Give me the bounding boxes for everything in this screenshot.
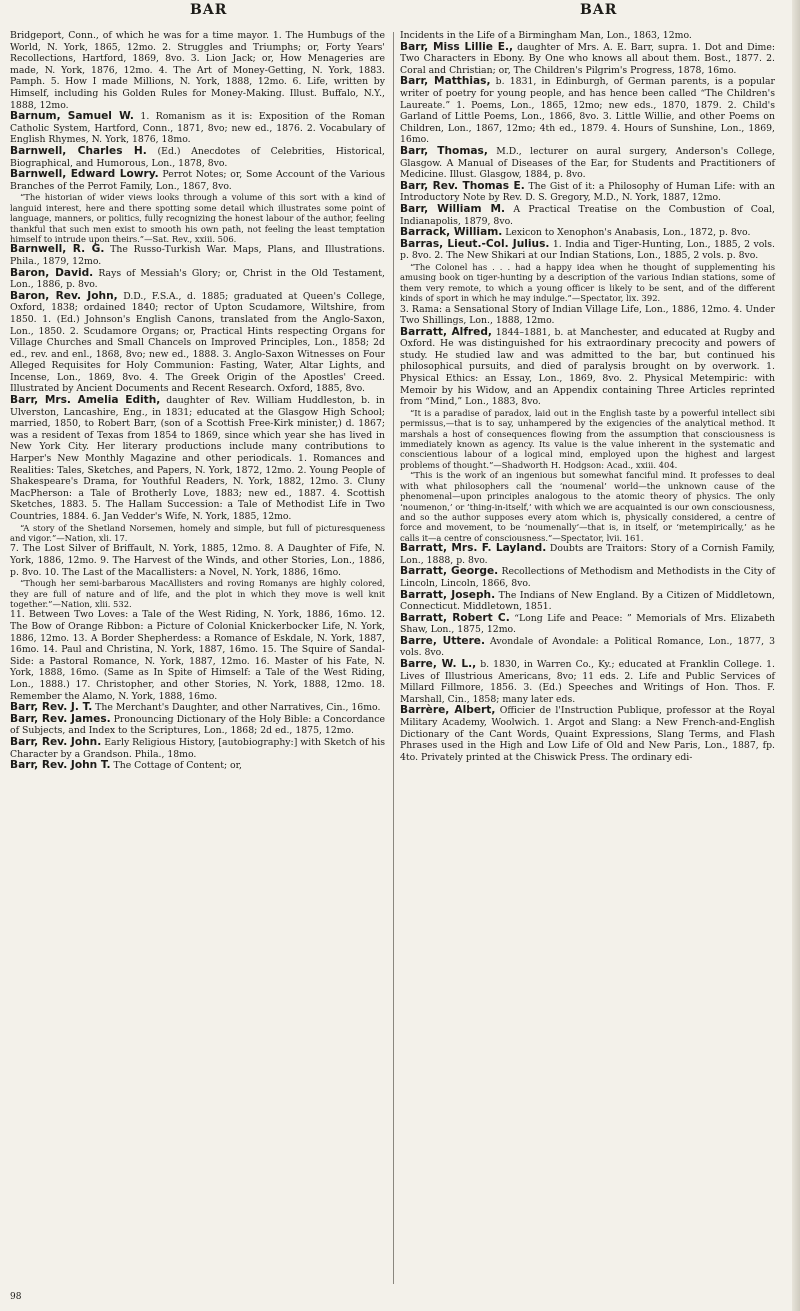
bibliography-entry xyxy=(400,705,775,763)
bibliography-entry xyxy=(10,714,385,737)
running-head-left: BAR xyxy=(190,2,228,18)
bibliography-entry xyxy=(400,566,775,589)
entry-text: Doubts are Traitors: Story of a Cornish Family, Lon., 1888, p. 8vo. xyxy=(400,543,775,566)
entry-text: Officier de l'Instruction Publique, professor at the Royal Military Academy, Woolwich. 1. Argot and Slang: a New French-and-English Dictionary of the Cant Words, Quaint Expressions, Slang Terms, and Flash Phrases used in the High and Low Life of Old and New Paris, Lon., 1887, fp. 4to. Privately printed at the Chiswick Press. The ordinary edi- xyxy=(400,705,776,763)
entry-headword: Barr, Rev. John. xyxy=(10,735,102,748)
entry-text: 1. Romanism as it is: Exposition of the Roman Catholic System, Hartford, Conn., 1871, 8vo; new ed., 1876. 2. Vocabulary of English Rhymes, N. York, 1876, 18mo. xyxy=(10,111,385,146)
entry-text: A Practical Treatise on the Combustion of Coal, Indianapolis, 1879, 8vo. xyxy=(400,203,775,227)
quotation: “This is the work of an ingenious but somewhat fanciful mind. It professes to deal with what philosophers call the ‘noumenal’ world—the unknown cause of the phenomenal—upon principles analogous to the atomic theory of physics. The only ‘noumenon,’ or ‘thing-in-itself,’ with which we are acquainted is our own consciousness, and so the author supposes every atom which is, physically considered, a centre of force and movement, to be ‘noumenally’—that is, in itself, or ‘metempirically,’ as he calls it—a centre of consciousness.”—Spectator, lvii. 161. xyxy=(400,470,775,543)
entry-headword: Barnwell, Edward Lowry. xyxy=(10,168,159,181)
entry-text: Perrot Notes; or, Some Account of the Various Branches of the Perrot Family, Lon., 1867, 8vo. xyxy=(10,169,385,192)
right-column xyxy=(400,30,775,763)
bibliography-entry xyxy=(400,42,775,77)
entry-text: Avondale of Avondale: a Political Romance, Lon., 1877, 3 vols. 8vo. xyxy=(400,635,776,659)
bibliography-entry xyxy=(400,590,775,613)
bibliography-entry xyxy=(10,737,385,760)
entry-headword: Barratt, George. xyxy=(400,565,499,578)
entry-text: The Cottage of Content; or, xyxy=(110,760,243,772)
entry-headword: Barratt, Alfred, xyxy=(400,325,492,338)
entry-headword: Barr, Mrs. Amelia Edith, xyxy=(10,394,161,407)
entry-text: Early Religious History, [autobiography:] with Sketch of his Character by a Grandson. Phila., 18mo. xyxy=(10,736,385,760)
entry-headword: Barr, Rev. Thomas E. xyxy=(400,179,525,192)
entry-text: 1844–1881, b. at Manchester, and educated at Rugby and Oxford. He was distinguished for his extraordinary precocity and powers of study. He studied law and was admitted to the bar, but continued his philosophical pursuits, and died of paralysis brought on by overwork. 1. Physical Ethics: an Essay, Lon., 1869, 8vo. 2. Physical Metempiric: with Memoir by his Widow, and an Appendix containing Three Articles reprinted from “Mind,” Lon., 1883, 8vo. xyxy=(400,326,775,408)
bibliography-entry xyxy=(400,543,775,566)
bibliography-entry xyxy=(10,268,385,291)
entry-text: daughter of Rev. William Huddleston, b. in Ulverston, Lancashire, Eng., in 1831; educated at the Glasgow High School; married, 1850, to Robert Barr, (son of a Scottish Free-Kirk minister,) d. 1867; was a resident of Texas from 1854 to 1869, since which year she has lived in New York City. Her literary productions include many contributions to Harper's New Monthly Magazine and other periodicals. 1. Romances and Realities: Tales, Sketches, and Papers, N. York, 1872, 12mo. 2. Young People of Shakespeare's Drama, for Youthful Readers, N. York, 1882, 12mo. 3. Cluny MacPherson: a Tale of Brotherly Love, 1883; new ed., 1887. 4. Scottish Sketches, 1883. 5. The Hallam Succession: a Tale of Methodist Life in Two Countries, 1884. 6. Jan Vedder's Wife, N. York, 1885, 12mo. xyxy=(10,395,385,522)
bibliography-entry xyxy=(400,146,775,181)
entry-headword: Barr, William M. xyxy=(400,202,506,215)
entry-headword: Baron, David. xyxy=(10,266,94,279)
bibliography-entry xyxy=(10,169,385,192)
left-column xyxy=(10,30,385,772)
entry-text: The Indians of New England. By a Citizen of Middletown, Connecticut. Middletown, 1851. xyxy=(400,589,775,613)
entry-headword: Barratt, Robert C. xyxy=(400,611,510,624)
bibliography-entry xyxy=(400,613,775,636)
page-number: 98 xyxy=(10,1292,22,1302)
entry-headword: Barr, Miss Lillie E., xyxy=(400,40,514,53)
entry-headword: Barre, Uttere. xyxy=(400,634,486,647)
bibliography-entry xyxy=(400,636,775,659)
entry-text: 3. Rama: a Sensational Story of Indian Village Life, Lon., 1886, 12mo. 4. Under Two Shillings, Lon., 1888, 12mo. xyxy=(400,303,775,327)
bibliography-entry xyxy=(10,760,385,772)
entry-headword: Barr, Rev. J. T. xyxy=(10,701,93,714)
entry-headword: Barrack, William. xyxy=(400,226,503,239)
entry-headword: Barras, Lieut.-Col. Julius. xyxy=(400,237,550,250)
bibliography-entry xyxy=(400,239,775,262)
entry-text: “Long Life and Peace: ” Memorials of Mrs. Elizabeth Shaw, Lon., 1875, 12mo. xyxy=(400,612,775,636)
entry-text: The Gist of it: a Philosophy of Human Life: with an Introductory Note by Rev. D. S. Gregory, M.D., N. York, 1887, 12mo. xyxy=(400,180,775,204)
entry-headword: Barr, Rev. John T. xyxy=(10,759,111,772)
page-edge xyxy=(792,0,800,1311)
entry-text: b. 1830, in Warren Co., Ky.; educated at Franklin College. 1. Lives of Illustrious Americans, 8vo; 11 eds. 2. Life and Public Services of Millard Fillmore, 1856. 3. (Ed.) Speeches and Writings of Hon. Thos. F. Marshall, Cin., 1858; many later eds. xyxy=(400,659,775,705)
entry-text: The Merchant's Daughter, and other Narratives, Cin., 16mo. xyxy=(92,702,381,714)
entry-headword: Barrère, Albert, xyxy=(400,704,496,717)
entry-text: 11. Between Two Loves: a Tale of the West Riding, N. York, 1886, 16mo. 12. The Bow of Orange Ribbon: a Picture of Colonial Knickerbocker Life, N. York, 1886, 12mo. 13. A Border Shepherdess: a Romance of Eskdale, N. York, 1887, 16mo. 14. Paul and Christina, N. York, 1887, 16mo. 15. The Squire of Sandal-Side: a Pastoral Romance, N. York, 1887, 12mo. 16. Master of his Fate, N. York, 1888, 16mo. (Same as In Spite of Himself: a Tale of the West Riding, Lon., 1888.) 17. Christopher, and other Stories, N. York, 1888, 12mo. 18. Remember the Alamo, N. York, 1888, 16mo. xyxy=(10,609,385,702)
bibliography-entry xyxy=(10,543,385,578)
entry-headword: Barre, W. L., xyxy=(400,658,477,671)
entry-text: Pronouncing Dictionary of the Holy Bible: a Concordance of Subjects, and Index to the Scriptures, Lon., 1868; 2d ed., 1875, 12mo. xyxy=(10,713,385,737)
entry-headword: Barr, Thomas, xyxy=(400,144,488,157)
entry-headword: Barnwell, Charles H. xyxy=(10,144,147,157)
bibliography-entry xyxy=(10,244,385,267)
entry-headword: Barnum, Samuel W. xyxy=(10,110,134,123)
bibliography-entry xyxy=(10,609,385,702)
entry-text: daughter of Mrs. A. E. Barr, supra. 1. Dot and Dime: Two Characters in Ebony. By One who knows all about them. Bost., 1877. 2. Coral and Christian; or, The Children's Pilgrim's Progress, 1878, 16mo. xyxy=(400,41,775,76)
bibliography-entry xyxy=(10,395,385,523)
entry-text: 7. The Lost Silver of Briffault, N. York, 1885, 12mo. 8. A Daughter of Fife, N. York, 1886, 12mo. 9. The Harvest of the Winds, and other Stories, Lon., 1886, p. 8vo. 10. The Last of the Macallisters: a Novel, N. York, 1886, 16mo. xyxy=(10,543,385,578)
bibliography-entry xyxy=(10,146,385,169)
entry-text: b. 1831, in Edinburgh, of German parents, is a popular writer of poetry for young people, and has hence been called “The Children's Laureate.” 1. Poems, Lon., 1865, 12mo; new eds., 1870, 1879. 2. Child's Garland of Little Poems, Lon., 1866, 8vo. 3. Little Willie, and other Poems on Children, Lon., 1867, 12mo; 4th ed., 1879. 4. Hours of Sunshine, Lon., 1869, 16mo. xyxy=(400,76,775,146)
entry-text: D.D., F.S.A., d. 1885; graduated at Queen's College, Oxford, 1838; ordained 1840; rector of Upton Scudamore, Wiltshire, from 1850. 1. (Ed.) Johnson's English Canons, translated from the Anglo-Saxon, Lon., 1850. 2. Scudamore Organs; or, Practical Hints respecting Organs for Village Churches and Small Chancels on Improved Principles, Lon., 1858; 2d ed., rev. and enl., 1868, 8vo; new ed., 1888. 3. Anglo-Saxon Witnesses on Four Alleged Requisites for Holy Communion: Fasting, Water, Altar Lights, and Incense, Lon., 1869, 8vo. 4. The Greek Origin of the Apostles' Creed. Illustrated by Ancient Documents and Recent Research. Oxford, 1885, 8vo. xyxy=(10,290,385,395)
bibliography-entry xyxy=(10,30,385,111)
column-divider xyxy=(393,32,394,1284)
quotation: “It is a paradise of paradox, laid out in the English taste by a powerful intellect sibi permissus,—that is to say, unhampered by the exigencies of the analytical method. It marshals a host of consequences flowing from the assumption that consciousness is immediately known as agency. Its value is the value inherent in the systematic and conscientious labour of a logical mind, employed upon the highest and largest problems of thought.”—Shadworth H. Hodgson: Acad., xxiii. 404. xyxy=(400,407,775,470)
entry-text: M.D., lecturer on aural surgery, Anderson's College, Glasgow. A Manual of Diseases of the Ear, for Students and Practitioners of Medicine. Illust. Glasgow, 1884, p. 8vo. xyxy=(400,145,775,181)
running-head-right: BAR xyxy=(580,2,618,18)
entry-text: Bridgeport, Conn., of which he was for a time mayor. 1. The Humbugs of the World, N. York, 1865, 12mo. 2. Struggles and Triumphs; or, Forty Years' Recollections, Hartford, 1869, 8vo. 3. Lion Jack; or, How Menageries are made, N. York, 1876, 12mo. 4. The Art of Money-Getting, N. York, 1883. Pamph. 5. How I made Millions, N. York, 1888, 12mo. 6. Life, written by Himself, including his Golden Rules for Money-Making. Illust. Buffalo, N.Y., 1888, 12mo. xyxy=(10,30,385,111)
entry-headword: Barr, Rev. James. xyxy=(10,712,111,725)
bibliography-entry xyxy=(400,304,775,327)
entry-headword: Barr, Matthias, xyxy=(400,75,491,88)
entry-text: Lexicon to Xenophon's Anabasis, Lon., 1872, p. 8vo. xyxy=(502,227,751,239)
bibliography-entry xyxy=(400,204,775,227)
bibliography-entry xyxy=(10,291,385,395)
quotation: “The Colonel has . . . had a happy idea when he thought of supplementing his amusing book on tiger-hunting by a description of the various Indian stations, some of them very remote, to which a young officer is likely to be sent, and of the different kinds of sport in which he may indulge.”—Spectator, lix. 392. xyxy=(400,261,775,304)
entry-headword: Barratt, Mrs. F. Layland. xyxy=(400,542,547,555)
quotation: “A story of the Shetland Norsemen, homely and simple, but full of picturesqueness and vigor.”—Nation, xli. 17. xyxy=(10,522,385,543)
quotation: “The historian of wider views looks through a volume of this sort with a kind of languid interest, here and there spotting some detail which illustrates some point of language, manners, or politics, fully recognizing the honest labour of the author, feeling thankful that such men exist to smooth his own path, not feeling the least temptation himself to intrude upon theirs.”—Sat. Rev., xxiii. 506. xyxy=(10,192,385,244)
quotation: “Though her semi-barbarous MacAllisters and roving Romanys are highly colored, they are full of nature and of life, and the plot in which they move is well knit together.”—Nation, xlii. 532. xyxy=(10,578,385,609)
entry-text: Incidents in the Life of a Birmingham Man, Lon., 1863, 12mo. xyxy=(400,30,692,41)
entry-headword: Barratt, Joseph. xyxy=(400,588,496,601)
entry-text: The Russo-Turkish War. Maps, Plans, and Illustrations. Phila., 1879, 12mo. xyxy=(10,244,385,267)
bibliography-entry xyxy=(400,327,775,408)
bibliography-entry xyxy=(400,76,775,146)
bibliography-entry xyxy=(10,111,385,146)
entry-text: 1. India and Tiger-Hunting, Lon., 1885, 2 vols. p. 8vo. 2. The New Shikari at our Indian Stations, Lon., 1885, 2 vols. p. 8vo. xyxy=(400,238,775,262)
bibliography-entry xyxy=(400,659,775,705)
bibliography-entry xyxy=(400,181,775,204)
entry-text: (Ed.) Anecdotes of Celebrities, Historical, Biographical, and Humorous, Lon., 1878, 8vo. xyxy=(10,145,385,169)
entry-text: Recollections of Methodism and Methodists in the City of Lincoln, Lincoln, 1866, 8vo. xyxy=(400,566,775,589)
entry-headword: Baron, Rev. John, xyxy=(10,289,118,302)
entry-text: Rays of Messiah's Glory; or, Christ in the Old Testament, Lon., 1886, p. 8vo. xyxy=(10,267,385,291)
entry-headword: Barnwell, R. G. xyxy=(10,243,105,256)
